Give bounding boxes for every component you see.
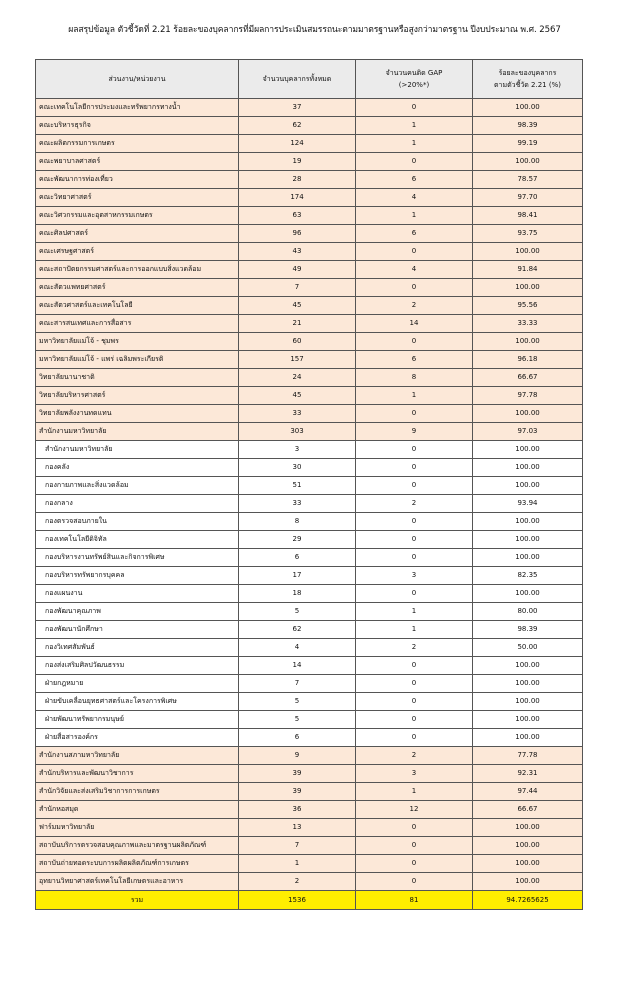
gap-count-cell: 3 (356, 765, 473, 783)
staff-count-cell: 45 (239, 387, 356, 405)
unit-name-cell: สำนักงานมหาวิทยาลัย (36, 423, 239, 441)
percent-cell: 100.00 (473, 693, 583, 711)
unit-name-cell: กองบริหารทรัพยากรบุคคล (36, 567, 239, 585)
table-row (36, 657, 583, 675)
table-row (36, 855, 583, 873)
header-row (36, 60, 583, 99)
table-row (36, 243, 583, 261)
header-total (239, 60, 356, 99)
table-row (36, 711, 583, 729)
percent-cell: 100.00 (473, 675, 583, 693)
percent-cell: 100.00 (473, 477, 583, 495)
gap-count-cell: 0 (356, 819, 473, 837)
percent-cell: 97.03 (473, 423, 583, 441)
staff-count-cell: 63 (239, 207, 356, 225)
table-row (36, 153, 583, 171)
gap-count-cell: 1 (356, 207, 473, 225)
gap-count-cell: 1 (356, 387, 473, 405)
header-unit (36, 60, 239, 99)
table-row (36, 819, 583, 837)
staff-count-cell: 28 (239, 171, 356, 189)
staff-count-cell: 124 (239, 135, 356, 153)
gap-count-cell: 0 (356, 513, 473, 531)
percent-cell: 92.31 (473, 765, 583, 783)
unit-name-cell: มหาวิทยาลัยแม่โจ้ - แพร่ เฉลิมพระเกียรติ (36, 351, 239, 369)
total-label: รวม (36, 891, 239, 910)
unit-name-cell: กองเทคโนโลยีดิจิทัล (36, 531, 239, 549)
gap-count-cell: 0 (356, 531, 473, 549)
table-row (36, 423, 583, 441)
gap-count-cell: 2 (356, 747, 473, 765)
staff-count-cell: 7 (239, 279, 356, 297)
table-row (36, 783, 583, 801)
percent-cell: 100.00 (473, 513, 583, 531)
table-row (36, 135, 583, 153)
gap-count-cell: 0 (356, 729, 473, 747)
staff-count-cell: 18 (239, 585, 356, 603)
gap-count-cell: 0 (356, 405, 473, 423)
percent-cell: 100.00 (473, 333, 583, 351)
table-row (36, 387, 583, 405)
unit-name-cell: คณะวิศวกรรมและอุตสาหกรรมเกษตร (36, 207, 239, 225)
table-row (36, 531, 583, 549)
staff-count-cell: 7 (239, 837, 356, 855)
staff-count-cell: 2 (239, 873, 356, 891)
unit-name-cell: ฝ่ายขับเคลื่อนยุทธศาสตร์และโครงการพิเศษ (36, 693, 239, 711)
table-row (36, 477, 583, 495)
percent-cell: 93.75 (473, 225, 583, 243)
unit-name-cell: มหาวิทยาลัยแม่โจ้ - ชุมพร (36, 333, 239, 351)
unit-name-cell: กองแผนงาน (36, 585, 239, 603)
unit-name-cell: ฝ่ายสื่อสารองค์กร (36, 729, 239, 747)
unit-name-cell: สถาบันถ่ายทอดระบบการผลิตผลิตภัณฑ์การเกษตร (36, 855, 239, 873)
staff-count-cell: 33 (239, 495, 356, 513)
percent-cell: 100.00 (473, 549, 583, 567)
percent-cell: 66.67 (473, 801, 583, 819)
percent-cell: 100.00 (473, 405, 583, 423)
percent-cell: 100.00 (473, 459, 583, 477)
table-row (36, 675, 583, 693)
staff-count-cell: 6 (239, 549, 356, 567)
competency-table (35, 59, 583, 910)
header-gap-note: (>20%*) (398, 81, 430, 89)
unit-name-cell: คณะพัฒนาการท่องเที่ยว (36, 171, 239, 189)
staff-count-cell: 9 (239, 747, 356, 765)
table-row (36, 207, 583, 225)
unit-name-cell: คณะศิลปศาสตร์ (36, 225, 239, 243)
staff-count-cell: 5 (239, 603, 356, 621)
staff-count-cell: 5 (239, 711, 356, 729)
unit-name-cell: คณะสถาปัตยกรรมศาสตร์และการออกแบบสิ่งแวดล้อม (36, 261, 239, 279)
gap-count-cell: 0 (356, 711, 473, 729)
table-row (36, 369, 583, 387)
percent-cell: 100.00 (473, 585, 583, 603)
staff-count-cell: 45 (239, 297, 356, 315)
unit-name-cell: คณะสารสนเทศและการสื่อสาร (36, 315, 239, 333)
unit-name-cell: สำนักวิจัยและส่งเสริมวิชาการการเกษตร (36, 783, 239, 801)
percent-cell: 97.78 (473, 387, 583, 405)
percent-cell: 99.19 (473, 135, 583, 153)
staff-count-cell: 6 (239, 729, 356, 747)
page-title: ผลสรุปข้อมูล ตัวชี้วัดที่ 2.21 ร้อยละของบุคลากรที่มีผลการประเมินสมรรถนะตามมาตรฐานหรือสูงกว่ามาตรฐาน ปีงบประมาณ พ.ศ. 2567 (68, 25, 561, 35)
unit-name-cell: คณะเศรษฐศาสตร์ (36, 243, 239, 261)
table-row (36, 837, 583, 855)
gap-count-cell: 6 (356, 225, 473, 243)
gap-count-cell: 3 (356, 567, 473, 585)
percent-cell: 100.00 (473, 711, 583, 729)
unit-name-cell: วิทยาลัยนานาชาติ (36, 369, 239, 387)
table-row (36, 801, 583, 819)
percent-cell: 97.70 (473, 189, 583, 207)
table-row (36, 603, 583, 621)
staff-count-cell: 62 (239, 621, 356, 639)
percent-cell: 50.00 (473, 639, 583, 657)
table-row (36, 279, 583, 297)
gap-count-cell: 0 (356, 243, 473, 261)
unit-name-cell: สถาบันบริการตรวจสอบคุณภาพและมาตรฐานผลิตภัณฑ์ (36, 837, 239, 855)
table-row (36, 261, 583, 279)
total-row (36, 891, 583, 910)
table-row (36, 765, 583, 783)
unit-name-cell: คณะพยาบาลศาสตร์ (36, 153, 239, 171)
percent-cell: 100.00 (473, 153, 583, 171)
table-row (36, 225, 583, 243)
unit-name-cell: สำนักหอสมุด (36, 801, 239, 819)
table-row (36, 693, 583, 711)
percent-cell: 100.00 (473, 441, 583, 459)
percent-cell: 66.67 (473, 369, 583, 387)
percent-cell: 100.00 (473, 279, 583, 297)
gap-count-cell: 1 (356, 117, 473, 135)
gap-count-cell: 1 (356, 621, 473, 639)
unit-name-cell: คณะเทคโนโลยีการประมงและทรัพยากรทางน้ำ (36, 99, 239, 117)
staff-count-cell: 17 (239, 567, 356, 585)
header-percent-label: ร้อยละของบุคลากร (498, 69, 557, 77)
staff-count-cell: 62 (239, 117, 356, 135)
staff-count-cell: 14 (239, 657, 356, 675)
unit-name-cell: กองกายภาพและสิ่งแวดล้อม (36, 477, 239, 495)
staff-count-cell: 174 (239, 189, 356, 207)
percent-cell: 100.00 (473, 531, 583, 549)
gap-count-cell: 2 (356, 495, 473, 513)
total-staff: 1536 (239, 891, 356, 910)
unit-name-cell: กองตรวจสอบภายใน (36, 513, 239, 531)
staff-count-cell: 29 (239, 531, 356, 549)
percent-cell: 98.41 (473, 207, 583, 225)
table-row (36, 873, 583, 891)
percent-cell: 100.00 (473, 837, 583, 855)
staff-count-cell: 21 (239, 315, 356, 333)
table-row (36, 747, 583, 765)
unit-name-cell: กองพัฒนานักศึกษา (36, 621, 239, 639)
staff-count-cell: 49 (239, 261, 356, 279)
percent-cell: 100.00 (473, 243, 583, 261)
staff-count-cell: 303 (239, 423, 356, 441)
total-gap: 81 (356, 891, 473, 910)
percent-cell: 82.35 (473, 567, 583, 585)
staff-count-cell: 51 (239, 477, 356, 495)
header-percent (473, 60, 583, 99)
percent-cell: 97.44 (473, 783, 583, 801)
header-total-label: จำนวนบุคลากรทั้งหมด (262, 75, 332, 83)
total-percent: 94.7265625 (473, 891, 583, 910)
table-body (36, 99, 583, 891)
table-row (36, 117, 583, 135)
percent-cell: 93.94 (473, 495, 583, 513)
staff-count-cell: 24 (239, 369, 356, 387)
gap-count-cell: 1 (356, 135, 473, 153)
percent-cell: 80.00 (473, 603, 583, 621)
percent-cell: 96.18 (473, 351, 583, 369)
unit-name-cell: กองส่งเสริมศิลปวัฒนธรรม (36, 657, 239, 675)
unit-name-cell: คณะสัตวแพทยศาสตร์ (36, 279, 239, 297)
table-row (36, 315, 583, 333)
table-row (36, 171, 583, 189)
header-gap-label: จำนวนคนติด GAP (385, 69, 443, 77)
table-row (36, 297, 583, 315)
unit-name-cell: ฝ่ายกฎหมาย (36, 675, 239, 693)
table-row (36, 333, 583, 351)
gap-count-cell: 1 (356, 603, 473, 621)
table-row (36, 189, 583, 207)
staff-count-cell: 30 (239, 459, 356, 477)
unit-name-cell: ฝ่ายพัฒนาทรัพยากรมนุษย์ (36, 711, 239, 729)
staff-count-cell: 33 (239, 405, 356, 423)
table-row (36, 585, 583, 603)
table-row (36, 99, 583, 117)
gap-count-cell: 0 (356, 693, 473, 711)
gap-count-cell: 0 (356, 441, 473, 459)
staff-count-cell: 37 (239, 99, 356, 117)
gap-count-cell: 14 (356, 315, 473, 333)
gap-count-cell: 6 (356, 171, 473, 189)
gap-count-cell: 4 (356, 261, 473, 279)
gap-count-cell: 0 (356, 477, 473, 495)
staff-count-cell: 5 (239, 693, 356, 711)
staff-count-cell: 60 (239, 333, 356, 351)
table-row (36, 729, 583, 747)
gap-count-cell: 0 (356, 153, 473, 171)
table-row (36, 459, 583, 477)
unit-name-cell: คณะวิทยาศาสตร์ (36, 189, 239, 207)
staff-count-cell: 39 (239, 783, 356, 801)
gap-count-cell: 0 (356, 549, 473, 567)
gap-count-cell: 0 (356, 873, 473, 891)
percent-cell: 98.39 (473, 621, 583, 639)
gap-count-cell: 2 (356, 297, 473, 315)
percent-cell: 100.00 (473, 99, 583, 117)
staff-count-cell: 1 (239, 855, 356, 873)
staff-count-cell: 13 (239, 819, 356, 837)
table-row (36, 621, 583, 639)
table-row (36, 405, 583, 423)
staff-count-cell: 36 (239, 801, 356, 819)
unit-name-cell: วิทยาลัยพลังงานทดแทน (36, 405, 239, 423)
unit-name-cell: ฟาร์มมหาวิทยาลัย (36, 819, 239, 837)
header-gap (356, 60, 473, 99)
unit-name-cell: กองคลัง (36, 459, 239, 477)
gap-count-cell: 4 (356, 189, 473, 207)
percent-cell: 100.00 (473, 855, 583, 873)
percent-cell: 91.84 (473, 261, 583, 279)
unit-name-cell: สำนักงานสภามหาวิทยาลัย (36, 747, 239, 765)
staff-count-cell: 7 (239, 675, 356, 693)
table-row (36, 567, 583, 585)
percent-cell: 33.33 (473, 315, 583, 333)
percent-cell: 77.78 (473, 747, 583, 765)
gap-count-cell: 0 (356, 99, 473, 117)
staff-count-cell: 4 (239, 639, 356, 657)
unit-name-cell: กองกลาง (36, 495, 239, 513)
unit-name-cell: วิทยาลัยบริหารศาสตร์ (36, 387, 239, 405)
unit-name-cell: อุทยานวิทยาศาสตร์เทคโนโลยีเกษตรและอาหาร (36, 873, 239, 891)
staff-count-cell: 19 (239, 153, 356, 171)
gap-count-cell: 0 (356, 333, 473, 351)
table-row (36, 351, 583, 369)
percent-cell: 95.56 (473, 297, 583, 315)
percent-cell: 78.57 (473, 171, 583, 189)
table-row (36, 639, 583, 657)
staff-count-cell: 8 (239, 513, 356, 531)
table-row (36, 549, 583, 567)
header-percent-note: ตามตัวชี้วัด 2.21 (%) (494, 81, 561, 89)
unit-name-cell: กองวิเทศสัมพันธ์ (36, 639, 239, 657)
staff-count-cell: 96 (239, 225, 356, 243)
staff-count-cell: 157 (239, 351, 356, 369)
gap-count-cell: 1 (356, 783, 473, 801)
gap-count-cell: 8 (356, 369, 473, 387)
staff-count-cell: 3 (239, 441, 356, 459)
unit-name-cell: คณะบริหารธุรกิจ (36, 117, 239, 135)
gap-count-cell: 9 (356, 423, 473, 441)
percent-cell: 98.39 (473, 117, 583, 135)
percent-cell: 100.00 (473, 729, 583, 747)
gap-count-cell: 12 (356, 801, 473, 819)
unit-name-cell: กองบริหารงานทรัพย์สินและกิจการพิเศษ (36, 549, 239, 567)
staff-count-cell: 39 (239, 765, 356, 783)
gap-count-cell: 0 (356, 675, 473, 693)
unit-name-cell: คณะผลิตกรรมการเกษตร (36, 135, 239, 153)
unit-name-cell: คณะสัตวศาสตร์และเทคโนโลยี (36, 297, 239, 315)
header-unit-label: ส่วนงาน/หน่วยงาน (108, 75, 166, 83)
gap-count-cell: 2 (356, 639, 473, 657)
unit-name-cell: สำนักงานมหาวิทยาลัย (36, 441, 239, 459)
gap-count-cell: 0 (356, 585, 473, 603)
table-row (36, 441, 583, 459)
percent-cell: 100.00 (473, 657, 583, 675)
gap-count-cell: 0 (356, 855, 473, 873)
table-row (36, 513, 583, 531)
percent-cell: 100.00 (473, 873, 583, 891)
gap-count-cell: 6 (356, 351, 473, 369)
percent-cell: 100.00 (473, 819, 583, 837)
gap-count-cell: 0 (356, 657, 473, 675)
gap-count-cell: 0 (356, 837, 473, 855)
gap-count-cell: 0 (356, 459, 473, 477)
gap-count-cell: 0 (356, 279, 473, 297)
unit-name-cell: สำนักบริหารและพัฒนาวิชาการ (36, 765, 239, 783)
table-row (36, 495, 583, 513)
staff-count-cell: 43 (239, 243, 356, 261)
unit-name-cell: กองพัฒนาคุณภาพ (36, 603, 239, 621)
